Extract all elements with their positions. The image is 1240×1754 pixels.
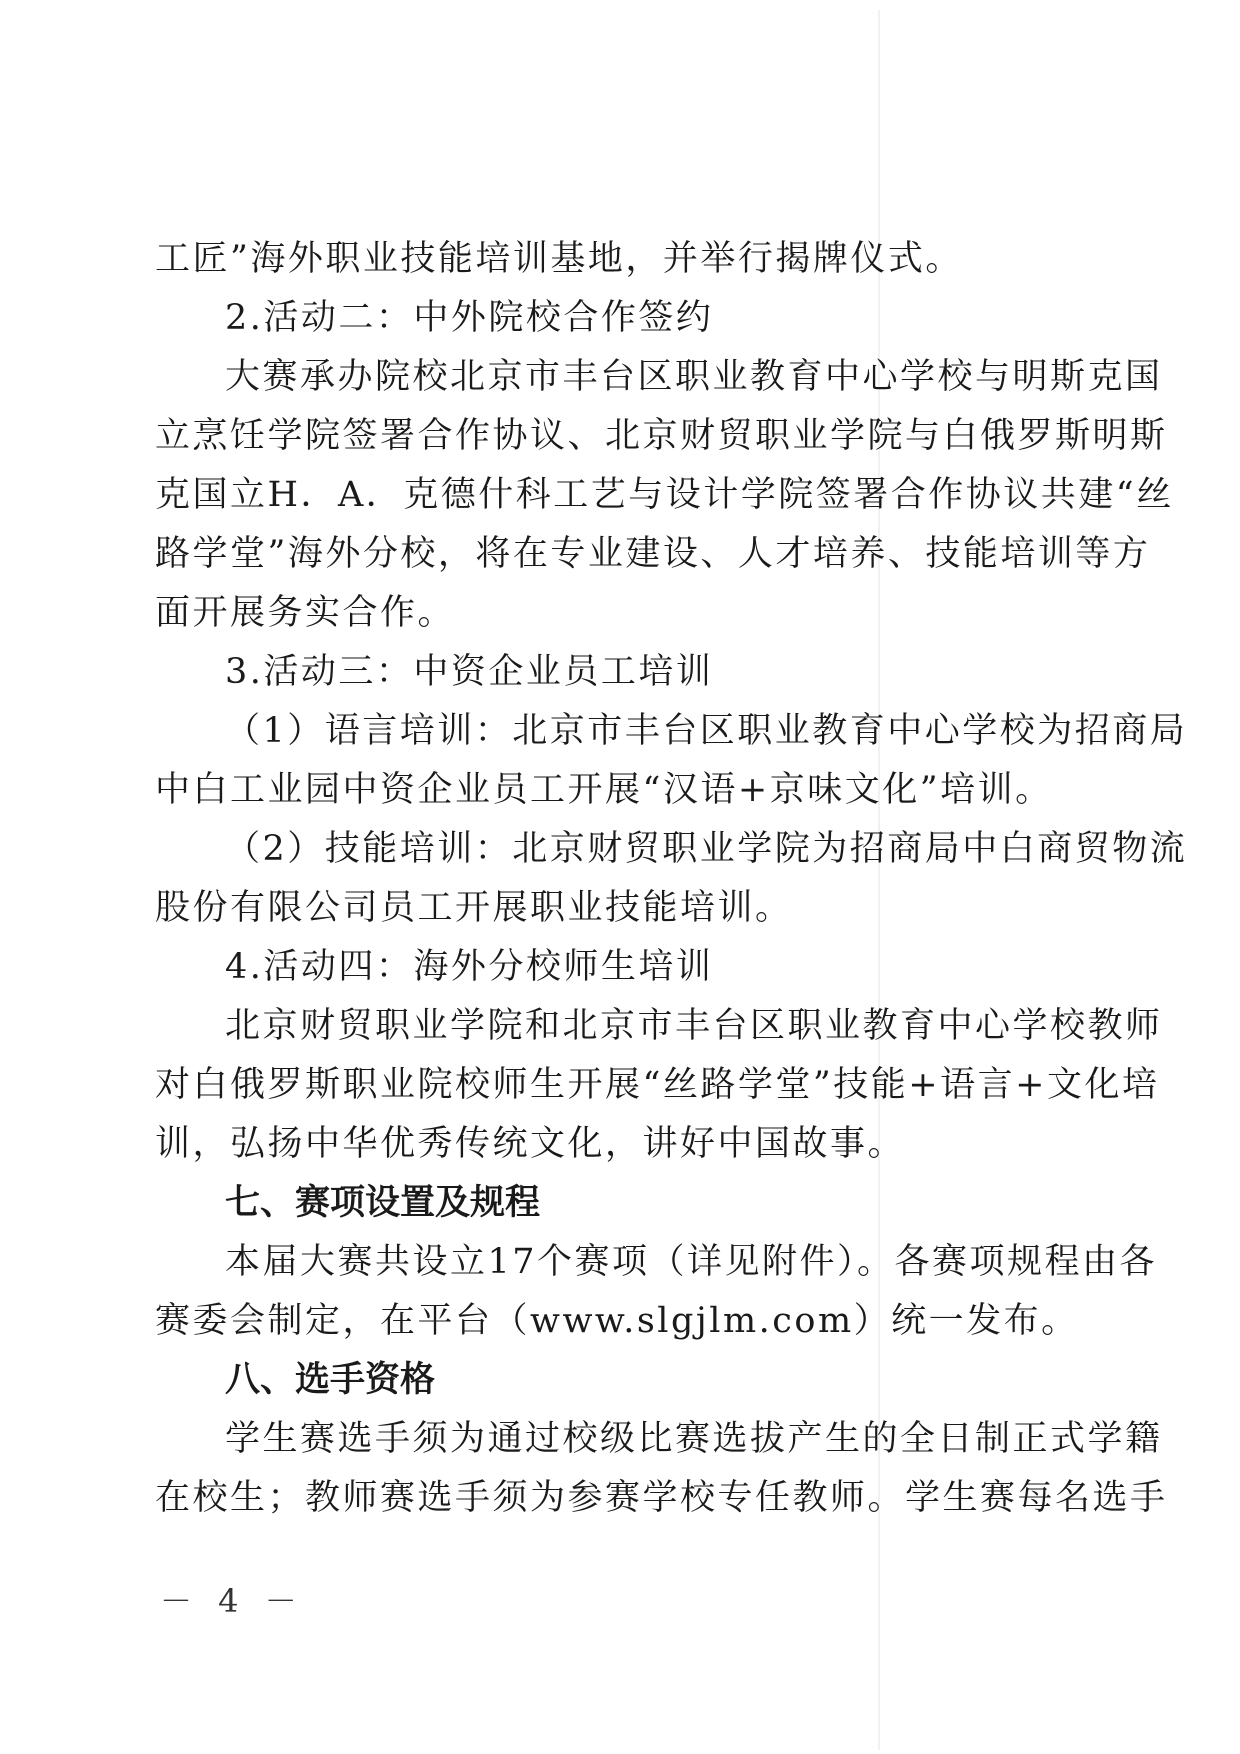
subsection-title-activity-3: 3.活动三：中资企业员工培训 xyxy=(225,652,714,692)
paragraph-line: 路学堂”海外分校，将在专业建设、人才培养、技能培训等方 xyxy=(155,534,1151,574)
subsection-title-activity-4: 4.活动四：海外分校师生培训 xyxy=(225,947,714,987)
paragraph-line: 北京财贸职业学院和北京市丰台区职业教育中心学校教师 xyxy=(225,1006,1163,1046)
paragraph-line: 面开展务实合作。 xyxy=(155,593,456,633)
paragraph-line: 在校生；教师赛选手须为参赛学校专任教师。学生赛每名选手 xyxy=(155,1478,1168,1518)
paragraph-line: （1）语言培训：北京市丰台区职业教育中心学校为招商局 xyxy=(225,711,1188,751)
document-body xyxy=(155,230,1188,1528)
paragraph-line: 学生赛选手须为通过校级比赛选拔产生的全日制正式学籍 xyxy=(225,1419,1163,1459)
paragraph-line: 立烹饪学院签署合作协议、北京财贸职业学院与白俄罗斯明斯 xyxy=(155,416,1168,456)
paragraph-line: 中白工业园中资企业员工开展“汉语+京味文化”培训。 xyxy=(155,770,1053,810)
paragraph-line: 本届大赛共设立17个赛项（详见附件）。各赛项规程由各 xyxy=(225,1242,1158,1282)
paragraph-line: 工匠”海外职业技能培训基地，并举行揭牌仪式。 xyxy=(155,239,963,279)
paragraph-line: （2）技能培训：北京财贸职业学院为招商局中白商贸物流 xyxy=(225,829,1188,869)
paragraph-line: 赛委会制定，在平台（www.slgjlm.com）统一发布。 xyxy=(155,1301,1079,1341)
paragraph-line: 对白俄罗斯职业院校师生开展“丝路学堂”技能+语言+文化培 xyxy=(155,1065,1160,1105)
paragraph-line: 训，弘扬中华优秀传统文化，讲好中国故事。 xyxy=(155,1124,906,1164)
paragraph-line: 克国立H．A．克德什科工艺与设计学院签署合作协议共建“丝 xyxy=(155,475,1174,515)
page-number: － 4 － xyxy=(160,1582,305,1620)
section-heading-eligibility: 八、选手资格 xyxy=(225,1360,436,1400)
paragraph-line: 股份有限公司员工开展职业技能培训。 xyxy=(155,888,793,928)
subsection-title-activity-2: 2.活动二：中外院校合作签约 xyxy=(225,298,714,338)
paragraph-line: 大赛承办院校北京市丰台区职业教育中心学校与明斯克国 xyxy=(225,357,1163,397)
section-heading-event-settings: 七、赛项设置及规程 xyxy=(225,1183,541,1223)
